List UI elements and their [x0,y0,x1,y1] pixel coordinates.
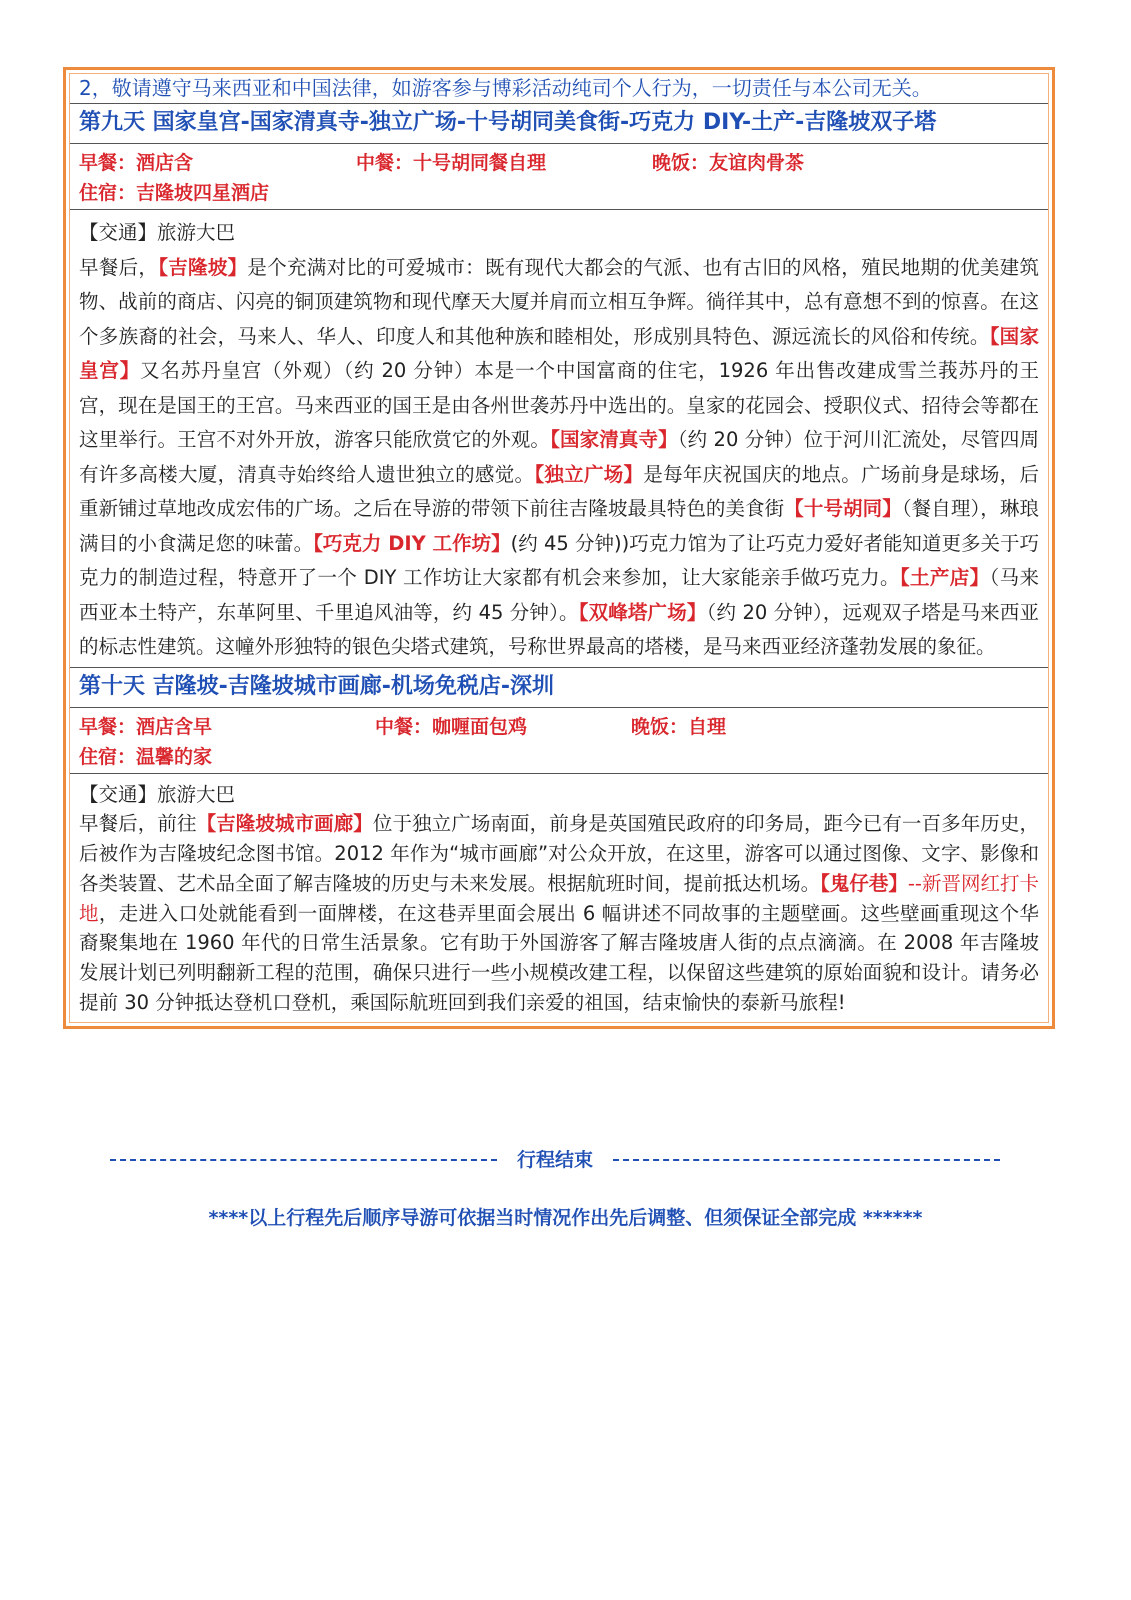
day10-paragraph [79,809,1039,1018]
itinerary-end-label: 行程结束 [517,1149,594,1171]
text: （马来西亚本土特产，东革阿里、千里追风油等，约 45 分钟）。 [79,566,1039,624]
legal-notice: 2，敬请遵守马来西亚和中国法律，如游客参与博彩活动纯司个人行为，一切责任与本公司无关。 [70,74,1048,104]
text: ，走进入口处就能看到一面牌楼，在这巷弄里面会展出 6 幅讲述不同故事的主题壁画。这些壁画重现这个华裔聚集地在 1960 年代的日常生活景象。它有助于外国游客了解吉隆坡唐人街的点点滴滴。在 2008 年吉隆坡发展计划已列明翻新工程的范围，确保只进行一些小规模改建工程，以保留这些建筑的原始面貌和设计。请务必提前 30 分钟抵达登机口登机，乘国际航班回到我们亲爱的祖国，结束愉快的泰新马旅程! [79,901,1039,1015]
itinerary-end-line [110,1145,1000,1172]
highlight-national-mosque: 【国家清真寺】 [550,428,678,451]
text: 早餐后， [79,255,159,279]
highlight-twin-towers-square: 【双峰塔广场】 [578,600,707,624]
text: 是每年庆祝国庆的地点。广场前身是球场，后重新铺过草地改成宏伟的广场。之后在导游的带领下前往吉隆坡最具特色的美食街 [79,462,1039,520]
day10-lodging: 住宿：温馨的家 [79,745,213,768]
day10-dinner: 晚饭：自理 [631,715,727,738]
highlight-independence-square: 【独立广场】 [534,462,644,486]
day9-dinner: 晚饭：友谊肉骨茶 [652,152,805,174]
text: 是个充满对比的可爱城市：既有现代大都会的气派、也有古旧的风格，殖民地期的优美建筑物、战前的商店、闪亮的铜顶建筑物和现代摩天大厦并肩而立相互争辉。徜徉其中，总有意想不到的惊喜。在这个多族裔的社会，马来人、华人、印度人和其他种族和睦相处，形成别具特色、源远流长的风俗和传统。 [79,255,1039,348]
day9-transport: 【交通】旅游大巴 [79,221,236,244]
divider [613,1159,1000,1161]
text: （约 20 分钟）位于河川汇流处，尽管四周有许多高楼大厦，清真寺始终给人遗世独立的感觉。 [79,428,1039,486]
day9-title: 第九天 国家皇宫-国家清真寺-独立广场-十号胡同美食街-巧克力 DIY-土产-吉隆坡双子塔 [70,104,1048,144]
itinerary-footer-note: ****以上行程先后顺序导游可依据当时情况作出先后调整、但须保证全部完成 ****** [208,1207,923,1229]
day9-paragraph [79,251,1039,665]
day9-breakfast: 早餐：酒店含 [79,152,194,174]
highlight-new-hotspot: --新晋网红打卡地 [79,871,1039,925]
itinerary-table [69,73,1049,1023]
day9-description [70,210,1048,668]
text: （约 20 分钟），远观双子塔是马来西亚的标志性建筑。这幢外形独特的银色尖塔式建筑，号称世界最高的塔楼，是马来西亚经济蓬勃发展的象征。 [79,600,1039,658]
day10-breakfast: 早餐：酒店含早 [79,715,213,738]
day9-meals [70,144,1048,210]
day9-lodging: 住宿：吉隆坡四星酒店 [79,182,270,204]
highlight-kuala-lumpur: 【吉隆坡】 [158,255,248,279]
day10-description [70,774,1048,1022]
day9-lunch: 中餐：十号胡同餐自理 [356,152,547,174]
highlight-national-palace: 【国家皇宫】 [79,324,1039,382]
day10-meals [70,708,1048,774]
text: 又名苏丹皇宫（外观）（约 20 分钟）本是一个中国富商的住宅，1926 年出售改建成雪兰莪苏丹的王宫，现在是国王的王宫。马来西亚的国王是由各州世袭苏丹中选出的。皇家的花园会、授职仪式、招待会等都在这里举行。王宫不对外开放，游客只能欣赏它的外观。 [79,359,1039,451]
day10-transport: 【交通】旅游大巴 [79,782,236,806]
divider [110,1159,497,1161]
highlight-city-gallery: 【吉隆坡城市画廊】 [196,812,373,836]
highlight-kwai-chai-hong: 【鬼仔巷】 [820,871,908,895]
text: 位于独立广场南面，前身是英国殖民政府的印务局，距今已有一百多年历史，后被作为吉隆坡纪念图书馆。2012 年作为“城市画廊”对公众开放，在这里，游客可以通过图像、文字、影像和各类装置、艺术品全面了解吉隆坡的历史与未来发展。根据航班时间，提前抵达机场。 [79,812,1039,895]
highlight-chocolate-workshop: 【巧克力 DIY 工作坊】 [313,531,511,555]
day10-lunch: 中餐：咖喱面包鸡 [375,715,528,738]
highlight-lane-ten: 【十号胡同】 [784,497,902,520]
day10-title: 第十天 吉隆坡-吉隆坡城市画廊-机场免税店-深圳 [70,668,1048,708]
text: 早餐后，前往 [79,812,197,836]
text: (约 45 分钟))巧克力馆为了让巧克力爱好者能知道更多关于巧克力的制造过程，特意开了一个 DIY 工作坊让大家都有机会来参加，让大家能亲手做巧克力。 [79,531,1039,589]
text: （餐自理），琳琅满目的小食满足您的味蕾。 [79,497,1039,555]
highlight-local-product-shop: 【土产店】 [899,566,990,589]
itinerary-frame [63,67,1055,1029]
